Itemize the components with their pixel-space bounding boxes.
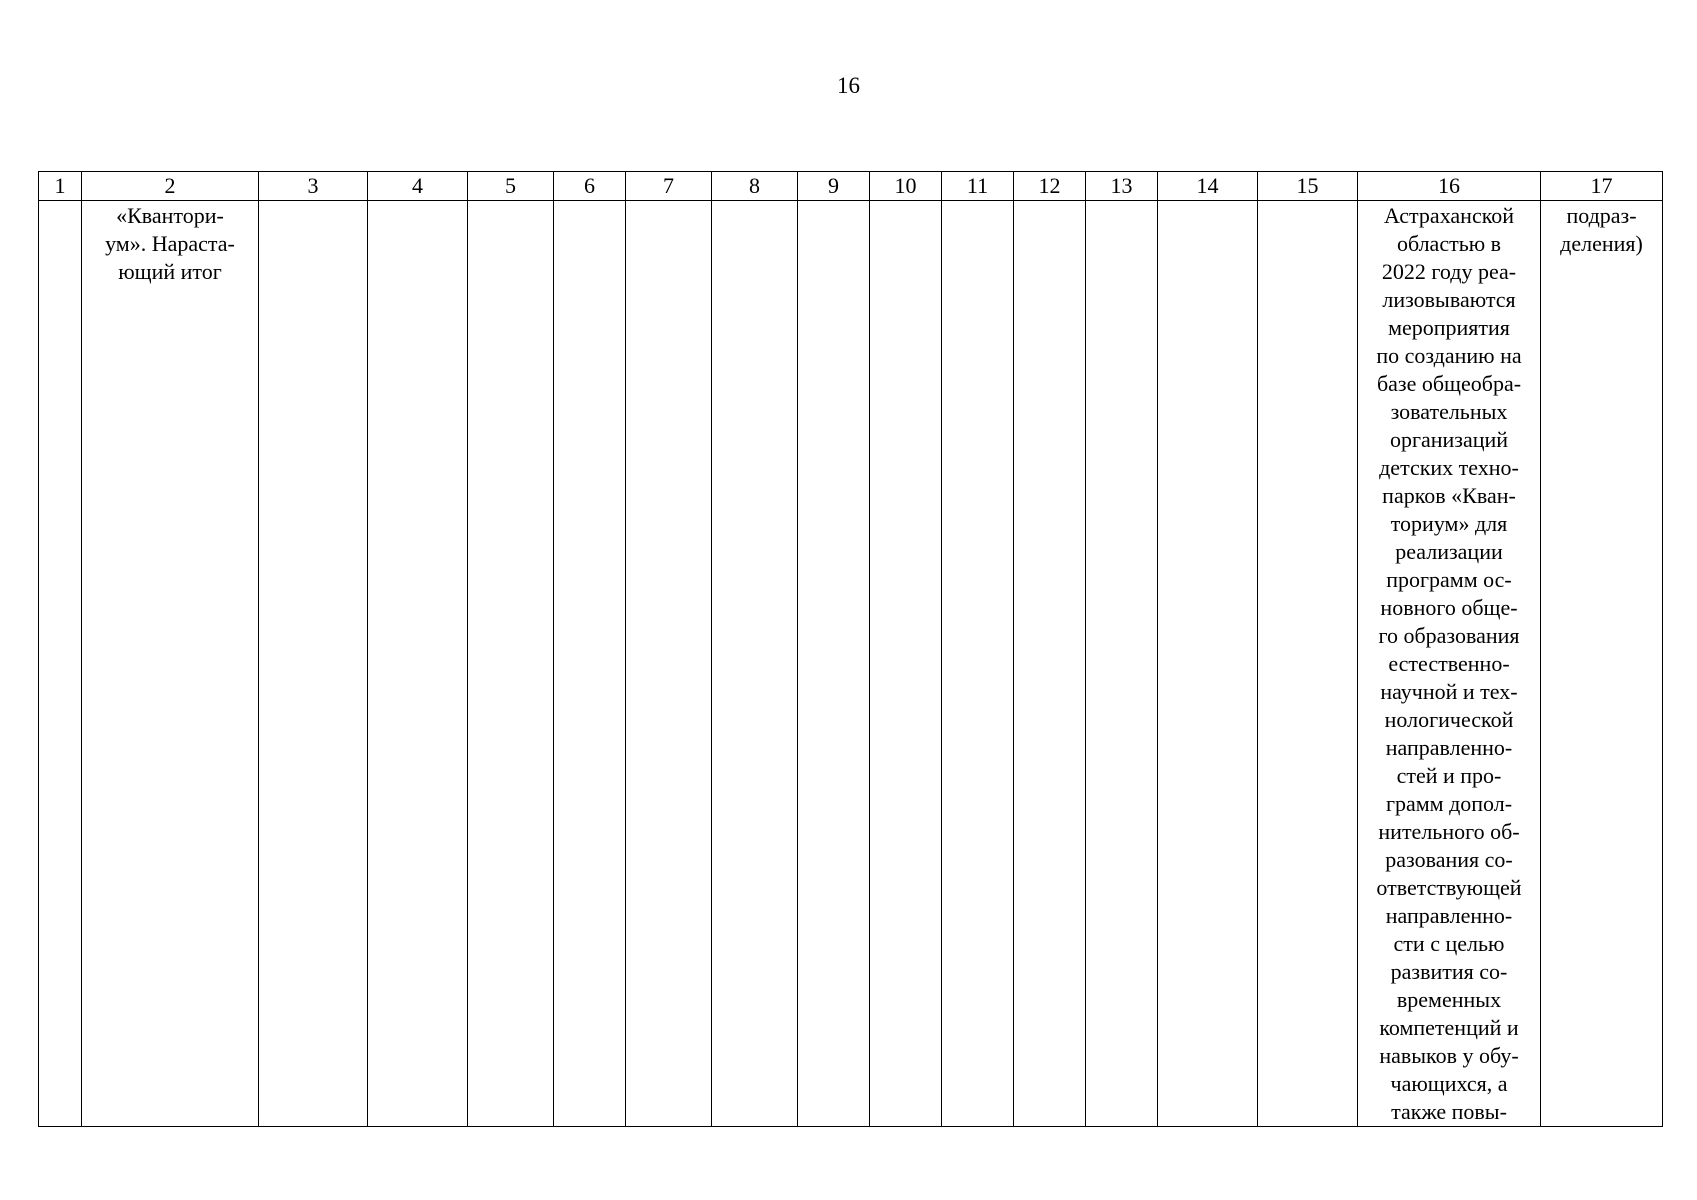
table-row: [39, 201, 1663, 1127]
column-header-6: 6: [554, 172, 626, 201]
table-cell-col13: [1086, 201, 1158, 1127]
column-header-10: 10: [870, 172, 942, 201]
column-header-2: 2: [82, 172, 259, 201]
table-cell-col10: [870, 201, 942, 1127]
table-cell-col4: [368, 201, 468, 1127]
table-cell-col15: [1258, 201, 1358, 1127]
column-header-15: 15: [1258, 172, 1358, 201]
indicator-name-text: «Квантори- ум». Нараста- ющий итог: [105, 203, 235, 284]
table-cell-col12: [1014, 201, 1086, 1127]
page-number: 16: [837, 73, 860, 98]
column-header-4: 4: [368, 172, 468, 201]
table-cell-col3: [259, 201, 368, 1127]
table-cell-col2: [82, 201, 259, 1127]
header-row: [39, 172, 1663, 201]
table-cell-col5: [468, 201, 554, 1127]
table-cell-col7: [626, 201, 712, 1127]
column-header-8: 8: [712, 172, 798, 201]
table-cell-col14: [1158, 201, 1258, 1127]
table-cell-col17: [1541, 201, 1663, 1127]
table-cell-col11: [942, 201, 1014, 1127]
column-header-16: 16: [1358, 172, 1541, 201]
data-table: [38, 171, 1663, 1127]
column-header-12: 12: [1014, 172, 1086, 201]
column-header-5: 5: [468, 172, 554, 201]
table-cell-col1: [39, 201, 82, 1127]
table-cell-col8: [712, 201, 798, 1127]
column-header-11: 11: [942, 172, 1014, 201]
column-header-9: 9: [798, 172, 870, 201]
column-header-17: 17: [1541, 172, 1663, 201]
note-text: подраз- деления): [1560, 203, 1643, 256]
table-cell-col16: [1358, 201, 1541, 1127]
column-header-14: 14: [1158, 172, 1258, 201]
column-header-7: 7: [626, 172, 712, 201]
description-text: Астраханской областью в 2022 году реа- лизовываются мероприятия по созданию на базе общеобра- зовательных организаций детских техно- парков «Кван- ториум» для реализации программ ос- новного обще- го образования естественно- научной и тех- нологической направленно- стей и про- грамм допол- нительного об- разования со- ответствующей направленно- сти с целью развития со- временных компетенций и навыков у обу- чающихся, а также повы-: [1376, 203, 1522, 1124]
column-header-1: 1: [39, 172, 82, 201]
table-cell-col6: [554, 201, 626, 1127]
table-cell-col9: [798, 201, 870, 1127]
column-header-13: 13: [1086, 172, 1158, 201]
column-header-3: 3: [259, 172, 368, 201]
